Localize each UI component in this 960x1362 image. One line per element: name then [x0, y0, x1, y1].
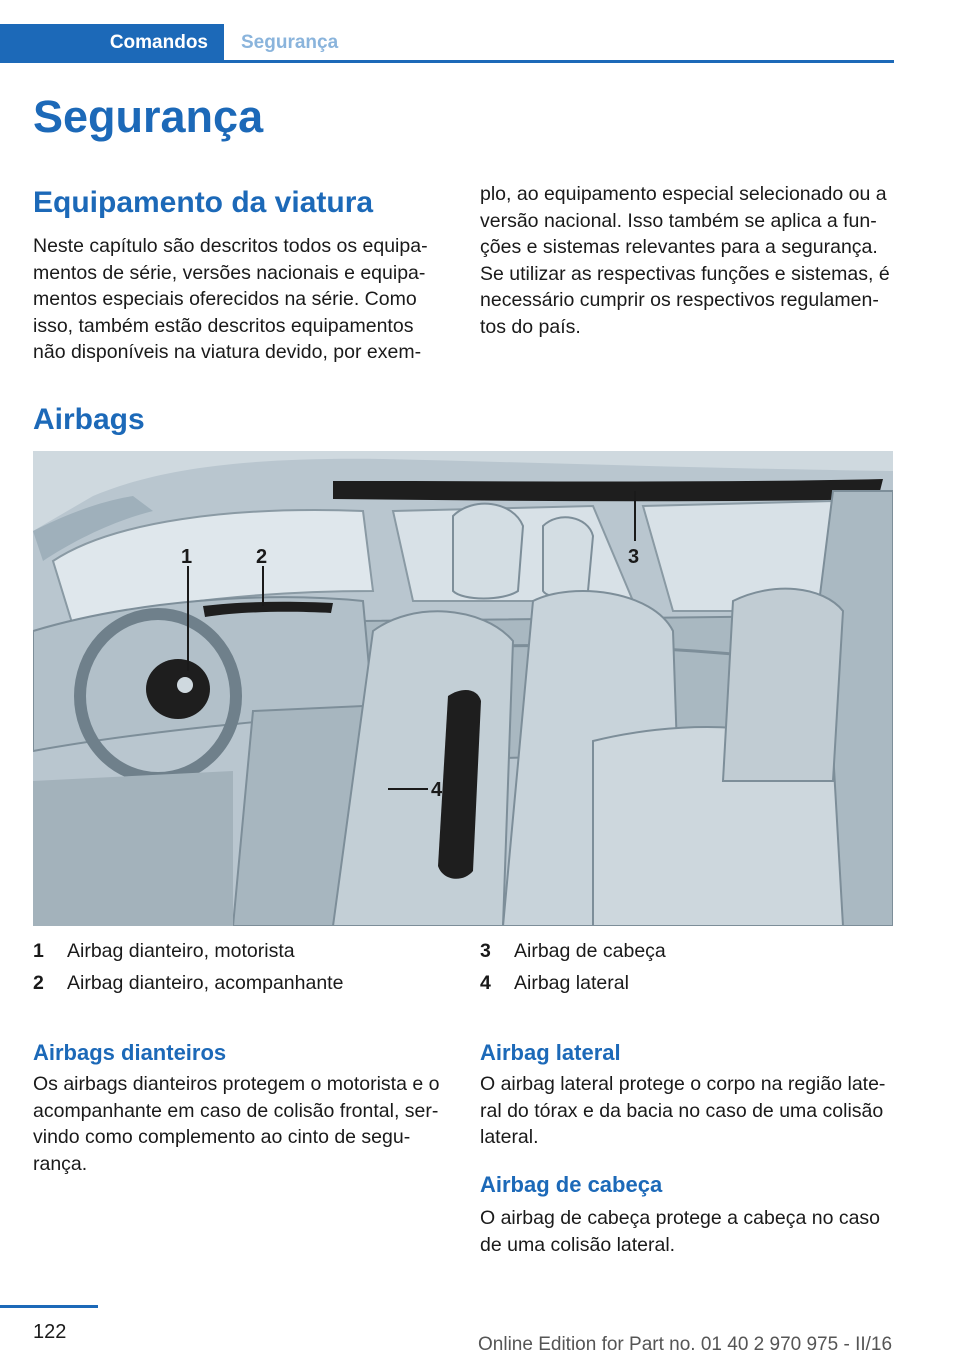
chapter-title: Segurança	[33, 91, 264, 142]
tab-comandos[interactable]	[0, 24, 224, 61]
tab-seguranca-label: Segurança	[241, 31, 339, 53]
figure-legend-right	[480, 935, 900, 999]
tab-seguranca[interactable]	[224, 24, 338, 61]
figure-legend-left	[33, 935, 453, 999]
section-title: Equipamento da viatura	[33, 186, 374, 219]
legend-item	[480, 935, 900, 967]
text-line: mentos de série, versões nacionais e equipa‐	[33, 261, 426, 284]
legend-number: 4	[480, 972, 491, 994]
text-line: ções e sistemas relevantes para a segurança.	[480, 236, 878, 258]
text-line: plo, ao equipamento especial selecionado ou a	[480, 183, 887, 205]
text-line: O airbag lateral protege o corpo na região late‐	[480, 1073, 886, 1095]
text-line: rança.	[33, 1152, 88, 1175]
text-line: de uma colisão lateral.	[480, 1233, 676, 1256]
page-number: 122	[33, 1321, 67, 1343]
head-airbag-title: Airbag de cabeça	[480, 1172, 663, 1197]
edition-text: Online Edition for Part no. 01 40 2 970 975 - II/16	[478, 1334, 893, 1355]
legend-number: 2	[33, 972, 44, 994]
text-line: vindo como complemento ao cinto de segu‐	[33, 1126, 411, 1148]
front-airbags-text	[33, 1071, 463, 1177]
text-line: Se utilizar as respectivas funções e sistemas, é	[480, 262, 890, 285]
text-line: necessário cumprir os respectivos regulamen‐	[480, 289, 879, 311]
text-line: ral do tórax e da bacia no caso de uma colisão	[480, 1099, 884, 1122]
airbags-illustration	[33, 451, 893, 926]
text-line: mentos especiais oferecidos na série. Como	[33, 288, 417, 310]
side-airbag-text	[480, 1071, 910, 1151]
text-line: tos do país.	[480, 315, 581, 338]
legend-number: 1	[33, 940, 44, 962]
airbags-title: Airbags	[33, 403, 145, 436]
callout-3: 3	[628, 546, 640, 568]
text-line: Neste capítulo são descritos todos os equipa‐	[33, 235, 428, 257]
callout-2: 2	[256, 546, 268, 568]
legend-item	[33, 935, 453, 967]
text-line: acompanhante em caso de colisão frontal, ser‐	[33, 1099, 439, 1122]
section-intro-col2	[480, 181, 900, 340]
text-line: isso, também estão descritos equipamentos	[33, 314, 414, 337]
head-airbag-text	[480, 1205, 910, 1258]
callout-1: 1	[181, 546, 193, 568]
text-line: versão nacional. Isso também se aplica a fun‐	[480, 209, 877, 232]
side-airbag-title: Airbag lateral	[480, 1040, 621, 1065]
text-line: lateral.	[480, 1126, 539, 1148]
legend-label: Airbag de cabeça	[514, 940, 666, 962]
callout-4: 4	[431, 779, 443, 801]
legend-label: Airbag lateral	[514, 972, 629, 994]
header-rule	[0, 60, 894, 63]
legend-item	[480, 967, 900, 999]
legend-label: Airbag dianteiro, motorista	[67, 940, 295, 962]
text-line: não disponíveis na viatura devido, por exem‐	[33, 341, 422, 363]
text-line: Os airbags dianteiros protegem o motorista e o	[33, 1073, 440, 1095]
legend-number: 3	[480, 940, 491, 962]
front-airbags-title: Airbags dianteiros	[33, 1040, 227, 1065]
legend-label: Airbag dianteiro, acompanhante	[67, 972, 344, 994]
text-line: O airbag de cabeça protege a cabeça no caso	[480, 1207, 881, 1229]
legend-item	[33, 967, 453, 999]
footer-rule	[0, 1305, 98, 1308]
section-intro-col1	[33, 233, 453, 366]
tab-comandos-label: Comandos	[109, 31, 208, 53]
